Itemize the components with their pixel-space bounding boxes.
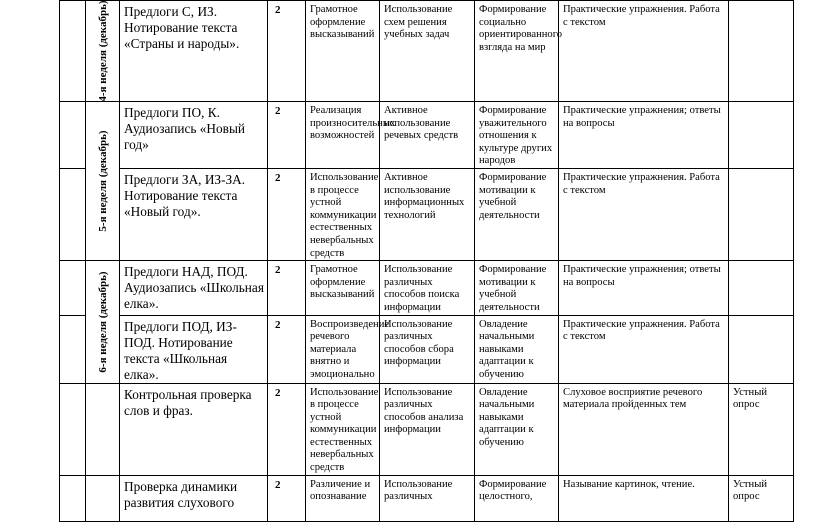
- topic-cell: Контрольная проверка слов и фраз.: [120, 383, 268, 475]
- topic-cell: Предлоги С, ИЗ. Нотирование текста «Страны и народы».: [120, 1, 268, 102]
- personal-results-cell: Формирование социально ориентированного взгляда на мир: [475, 1, 559, 102]
- number-cell: [60, 1, 86, 102]
- table-row: [60, 168, 794, 260]
- personal-results-cell: Овладение начальными навыками адаптации к обучению: [475, 383, 559, 475]
- activity-cell: Практические упражнения. Работа с текстом: [559, 1, 729, 102]
- table-row: [60, 261, 794, 315]
- control-cell: [729, 102, 794, 169]
- personal-results-cell: Формирование мотивации к учебной деятельности: [475, 168, 559, 260]
- activity-cell: Практические упражнения. Работа с текстом: [559, 315, 729, 383]
- week-cell: [86, 102, 120, 261]
- week-cell: [86, 1, 120, 102]
- activity-cell: Называние картинок, чтение.: [559, 475, 729, 521]
- speech-skills-cell: Использование в процессе устной коммуникации естественных невербальных средств: [306, 383, 380, 475]
- activity-cell: Практические упражнения. Работа с текстом: [559, 168, 729, 260]
- number-cell: [60, 261, 86, 315]
- week-cell: [86, 475, 120, 521]
- speech-skills-cell: Различение и опознавание: [306, 475, 380, 521]
- meta-skills-cell: Использование различных способов анализа информации: [380, 383, 475, 475]
- control-cell: [729, 1, 794, 102]
- personal-results-cell: Формирование уважительного отношения к культуре других народов: [475, 102, 559, 169]
- table-row: [60, 475, 794, 521]
- table-row: [60, 102, 794, 169]
- week-label: 5-я неделя (декабрь): [96, 130, 109, 232]
- week-label: 6-я неделя (декабрь): [96, 271, 109, 373]
- number-cell: [60, 383, 86, 475]
- number-cell: [60, 168, 86, 260]
- number-cell: [60, 315, 86, 383]
- personal-results-cell: Овладение начальными навыками адаптации к обучению: [475, 315, 559, 383]
- table-row: [60, 1, 794, 102]
- control-cell: Устный опрос: [729, 383, 794, 475]
- speech-skills-cell: Воспроизведение речевого материала внятно и эмоционально: [306, 315, 380, 383]
- meta-skills-cell: Активное использование речевых средств: [380, 102, 475, 169]
- speech-skills-cell: Грамотное оформление высказываний: [306, 1, 380, 102]
- control-cell: [729, 261, 794, 315]
- hours-cell: 2: [268, 383, 306, 475]
- meta-skills-cell: Использование различных: [380, 475, 475, 521]
- control-cell: [729, 315, 794, 383]
- table-row: [60, 383, 794, 475]
- personal-results-cell: Формирование мотивации к учебной деятельности: [475, 261, 559, 315]
- meta-skills-cell: Использование различных способов поиска информации: [380, 261, 475, 315]
- table-row: [60, 315, 794, 383]
- activity-cell: Практические упражнения; ответы на вопросы: [559, 102, 729, 169]
- meta-skills-cell: Использование схем решения учебных задач: [380, 1, 475, 102]
- meta-skills-cell: Использование различных способов сбора информации: [380, 315, 475, 383]
- hours-cell: 2: [268, 475, 306, 521]
- speech-skills-cell: Реализация произносительных возможностей: [306, 102, 380, 169]
- topic-cell: Проверка динамики развития слухового: [120, 475, 268, 521]
- control-cell: [729, 168, 794, 260]
- number-cell: [60, 475, 86, 521]
- number-cell: [60, 102, 86, 169]
- topic-cell: Предлоги ЗА, ИЗ-ЗА. Нотирование текста «Новый год».: [120, 168, 268, 260]
- topic-cell: Предлоги ПО, К. Аудиозапись «Новый год»: [120, 102, 268, 169]
- hours-cell: 2: [268, 102, 306, 169]
- meta-skills-cell: Активное использование информационных технологий: [380, 168, 475, 260]
- week-cell: [86, 383, 120, 475]
- activity-cell: Практические упражнения; ответы на вопросы: [559, 261, 729, 315]
- topic-cell: Предлоги ПОД, ИЗ-ПОД. Нотирование текста «Школьная елка».: [120, 315, 268, 383]
- topic-cell: Предлоги НАД, ПОД. Аудиозапись «Школьная елка».: [120, 261, 268, 315]
- activity-cell: Слуховое восприятие речевого материала пройденных тем: [559, 383, 729, 475]
- hours-cell: 2: [268, 261, 306, 315]
- hours-cell: 2: [268, 315, 306, 383]
- speech-skills-cell: Использование в процессе устной коммуникации естественных невербальных средств: [306, 168, 380, 260]
- week-cell: [86, 261, 120, 383]
- control-cell: Устный опрос: [729, 475, 794, 521]
- personal-results-cell: Формирование целостного,: [475, 475, 559, 521]
- hours-cell: 2: [268, 168, 306, 260]
- hours-cell: 2: [268, 1, 306, 102]
- week-label: 4-я неделя (декабрь): [96, 0, 109, 102]
- lesson-plan-table: [59, 0, 794, 522]
- speech-skills-cell: Грамотное оформление высказываний: [306, 261, 380, 315]
